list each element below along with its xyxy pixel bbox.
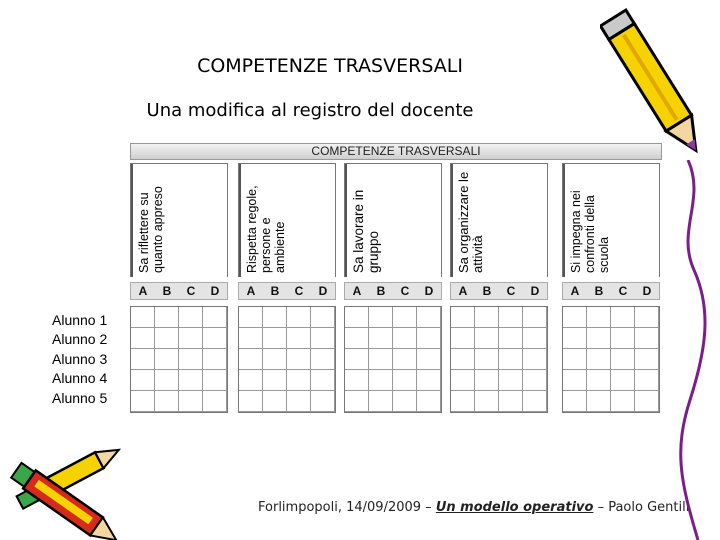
student-label: Alunno 1: [52, 312, 108, 328]
grade-grid[interactable]: [562, 306, 660, 413]
pencils-icon: [0, 432, 140, 540]
student-label: Alunno 4: [52, 370, 108, 387]
footer-emphasis: Un modello operativo: [435, 500, 594, 515]
competence-column-3: [344, 163, 442, 420]
grade-row: A B C D: [130, 282, 228, 300]
competence-label: Rispetta regole, persone e ambiente: [245, 185, 287, 273]
register-table: [130, 143, 662, 413]
grade-grid[interactable]: [450, 306, 548, 413]
competence-column-4: [450, 163, 548, 420]
competence-label: Sa organizzare le attività: [456, 171, 485, 273]
footer-author: – Paolo Gentili: [597, 500, 690, 515]
competence-label: Sa lavorare in gruppo: [351, 189, 381, 273]
competence-column-2: [238, 163, 336, 420]
student-list: [52, 311, 107, 408]
slide-subtitle: Una modifica al registro del docente: [146, 100, 474, 121]
grade-grid[interactable]: [344, 306, 442, 413]
grade-row: A B C D: [344, 282, 442, 300]
competence-label: Si impegna nei confronti della scuola: [569, 190, 611, 273]
competence-label: Sa riflettere su quanto appreso: [137, 186, 165, 273]
grade-row: A B C D: [450, 282, 548, 300]
slide-title: COMPETENZE TRASVERSALI: [197, 55, 463, 77]
grade-row: A B C D: [562, 282, 660, 300]
footer-place-date: Forlimpopoli, 14/09/2009 –: [258, 500, 432, 515]
student-label: Alunno 5: [52, 389, 108, 406]
competence-column-1: [130, 163, 228, 420]
grade-grid[interactable]: [130, 306, 228, 413]
grade-row: A B C D: [238, 282, 336, 300]
pencil-icon: [600, 0, 710, 170]
footer: [258, 500, 689, 515]
competence-column-5: [562, 163, 660, 420]
decorative-line-icon: [676, 160, 716, 540]
grade-grid[interactable]: [238, 306, 336, 413]
register-header: COMPETENZE TRASVERSALI: [130, 143, 662, 160]
student-label: Alunno 2: [52, 331, 108, 348]
student-label: Alunno 3: [52, 350, 108, 367]
